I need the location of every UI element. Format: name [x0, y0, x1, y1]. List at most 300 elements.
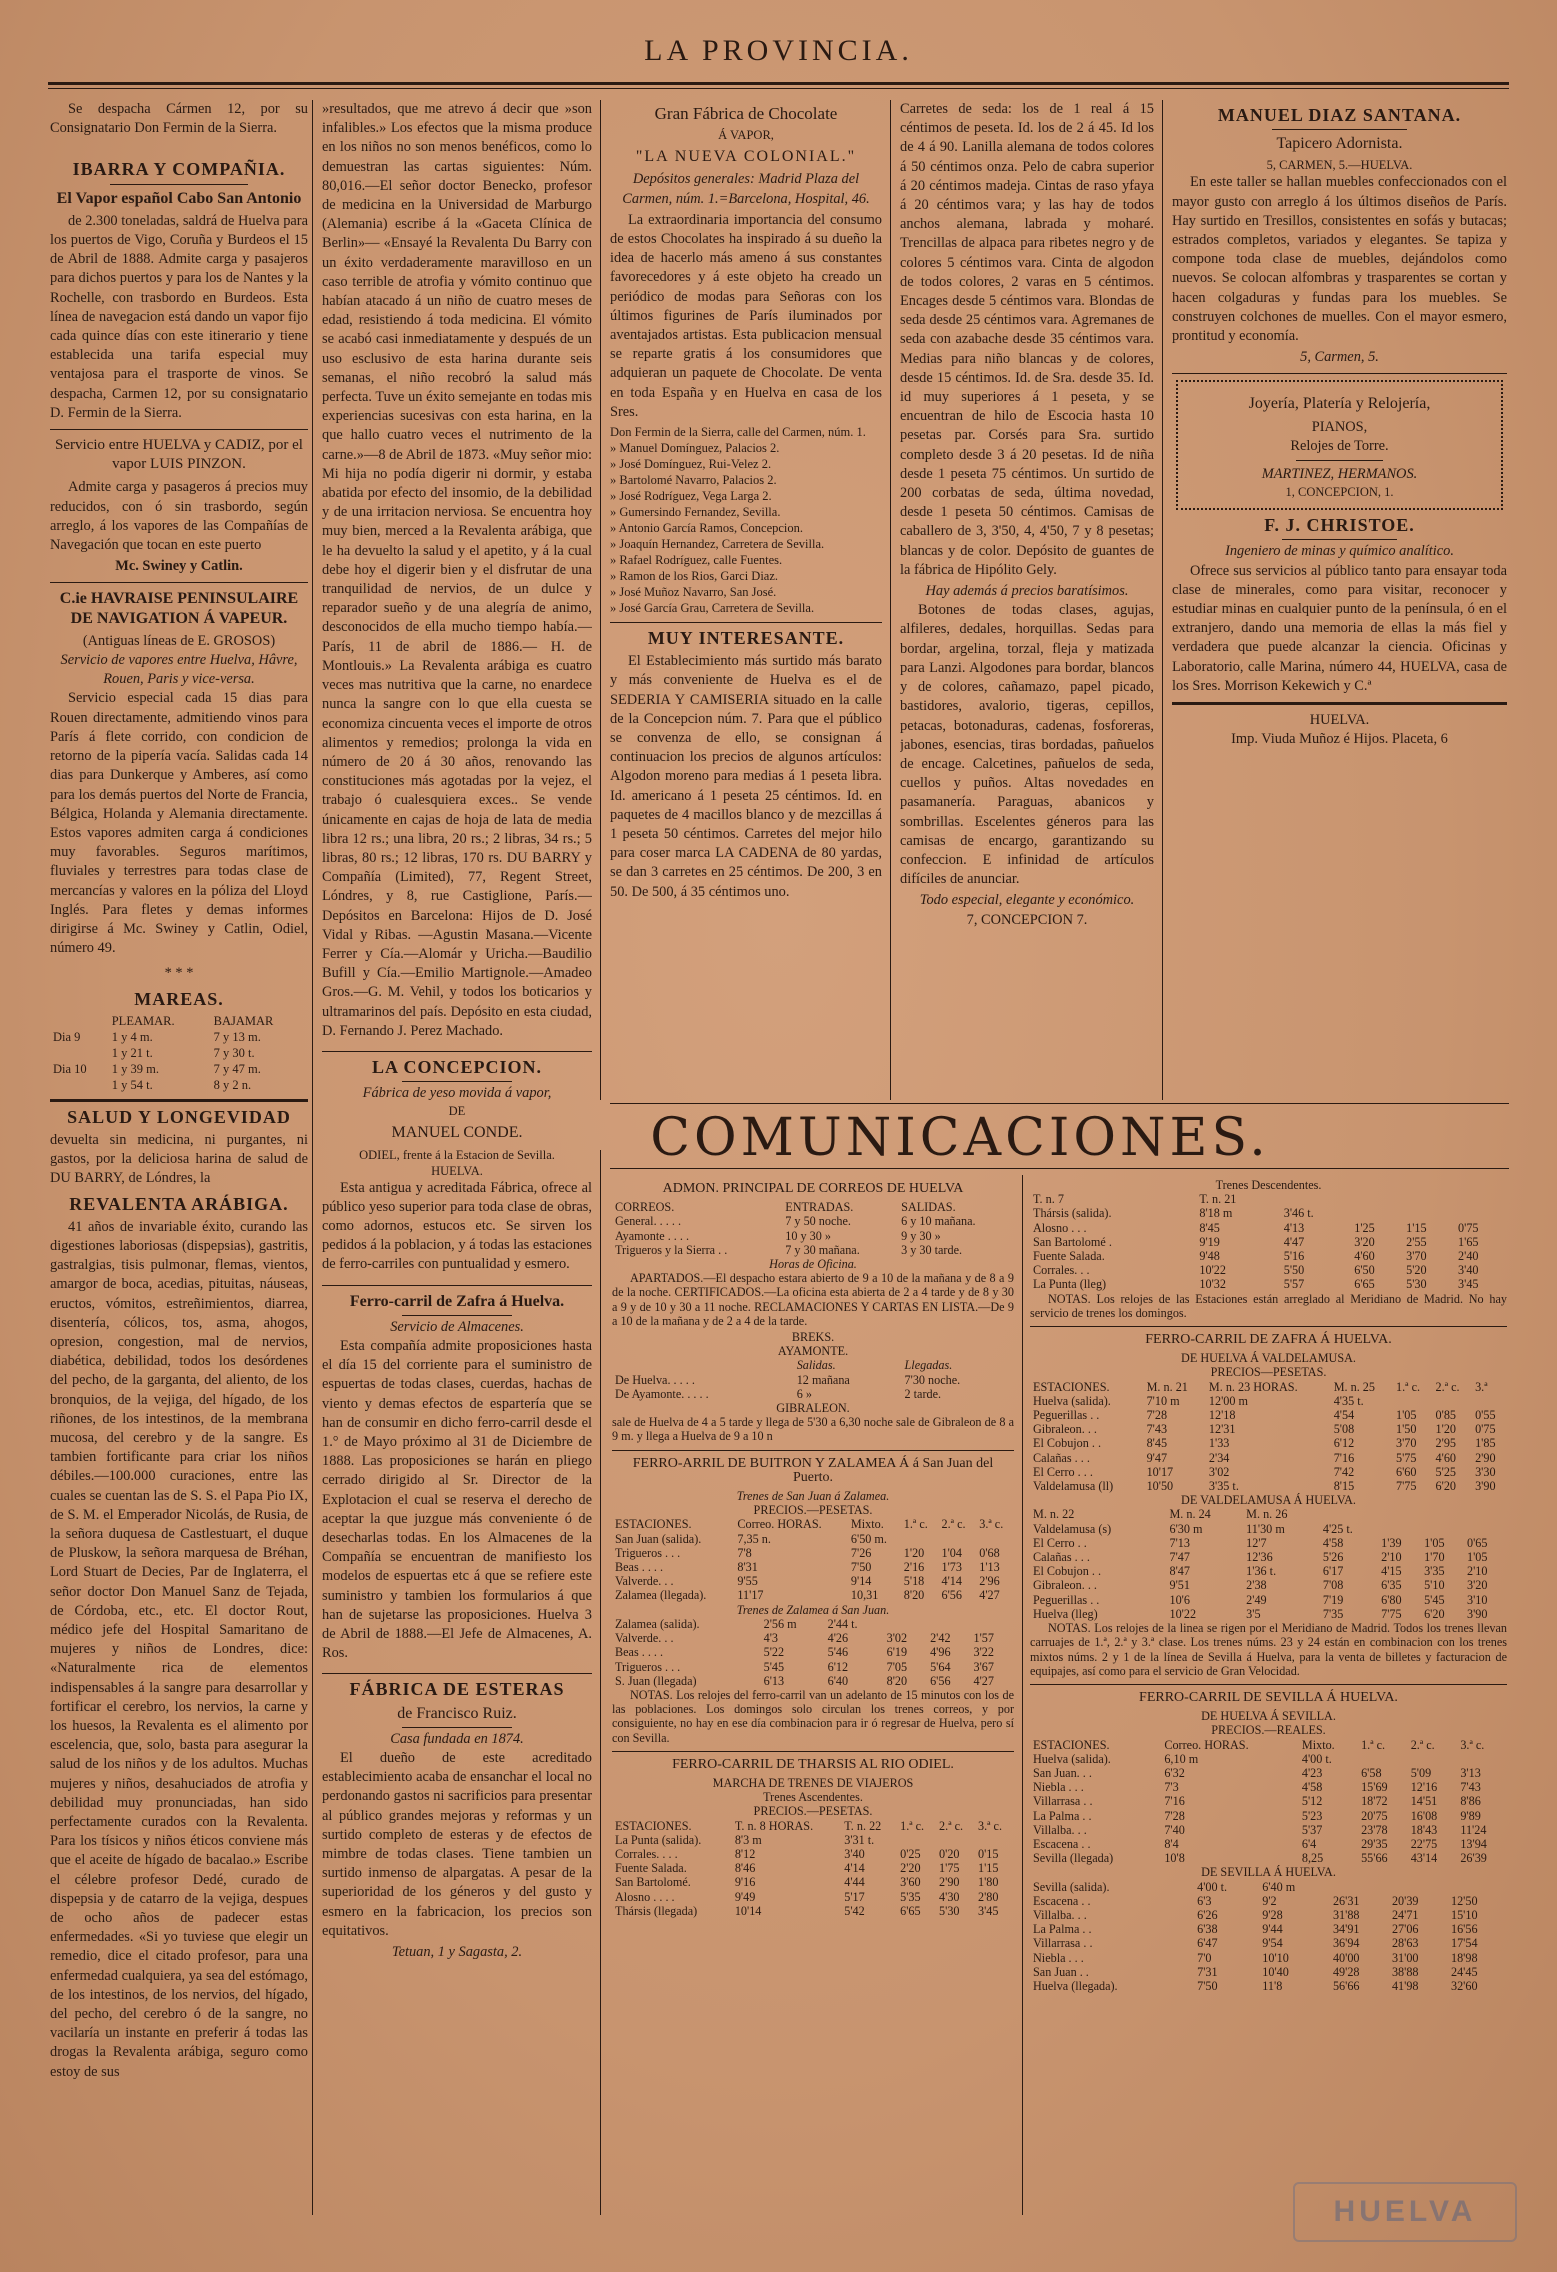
- table-row: [1030, 1578, 1507, 1592]
- table-cell: [939, 1532, 977, 1546]
- zafra-table: [1030, 1380, 1507, 1494]
- table-cell: 0'20: [939, 1846, 960, 1861]
- table-cell: 5'37: [1301, 1822, 1323, 1837]
- mareas-table: [50, 1013, 308, 1093]
- table-cell: 3'20: [1466, 1578, 1488, 1593]
- table-cell: 12'16: [1410, 1780, 1438, 1795]
- newspaper-title: LA PROVINCIA.: [644, 34, 913, 67]
- table-cell: Huelva (llegada).: [1033, 1978, 1118, 1993]
- table-cell: [1358, 1752, 1408, 1766]
- table-row: [612, 1243, 1014, 1257]
- table-cell: 6'12: [1333, 1436, 1355, 1451]
- table-header: 2.ª c.: [1410, 1737, 1435, 1752]
- mareas-day: Dia 10: [53, 1061, 87, 1076]
- table-header: ESTACIONES.: [1033, 1737, 1110, 1752]
- table-cell: 5'20: [1406, 1263, 1427, 1278]
- horas-heading: Horas de Oficina.: [769, 1257, 857, 1272]
- table-cell: De Huelva. . . . .: [615, 1372, 695, 1387]
- table-cell: [1433, 1394, 1473, 1408]
- table-cell: 8'45: [1199, 1220, 1220, 1235]
- table-cell: Villalba. . .: [1033, 1907, 1087, 1922]
- chocolate-brand: "LA NUEVA COLONIAL.": [635, 148, 857, 166]
- table-cell: 2'42: [930, 1631, 951, 1646]
- table-cell: El Cerro . . .: [1033, 1464, 1093, 1479]
- tharsis-desc-notas: NOTAS. Los relojes de las Estaciones están arreglado al Meridiano de Madrid. No hay servicio de trenes los domingos.: [1030, 1291, 1507, 1320]
- table-cell: 7'43: [1146, 1422, 1168, 1437]
- table-cell: 1'05: [1396, 1408, 1417, 1423]
- table-row: [1030, 1880, 1507, 1894]
- table-row: [1030, 1908, 1507, 1922]
- table-cell: 8'4: [1164, 1836, 1179, 1851]
- divider: [612, 1751, 1014, 1752]
- column-4: [900, 100, 1154, 1100]
- table-cell: [927, 1617, 970, 1631]
- table-row: [1030, 1550, 1507, 1564]
- list-item: » Manuel Domínguez, Palacios 2.: [610, 441, 780, 456]
- table-row: [612, 1560, 1014, 1574]
- table-cell: 4'13: [1283, 1220, 1305, 1235]
- table-header: M. n. 22: [1033, 1507, 1075, 1522]
- table-cell: 4'47: [1283, 1234, 1305, 1249]
- divider: [1172, 373, 1507, 374]
- table-row: [1030, 1894, 1507, 1908]
- table-cell: 27'06: [1391, 1922, 1419, 1937]
- table-cell: 1'20: [903, 1545, 925, 1560]
- table-cell: 9'16: [734, 1875, 756, 1890]
- divider: [402, 1727, 512, 1728]
- table-cell: S. Juan (llegada): [615, 1673, 697, 1688]
- table-cell: 5'45: [763, 1659, 785, 1674]
- table-cell: 20'75: [1361, 1808, 1388, 1823]
- table-cell: 10 y 30 »: [785, 1228, 831, 1243]
- list-item: Don Fermin de la Sierra, calle del Carmen, núm. 1.: [610, 425, 866, 440]
- table-cell: 6'47: [1197, 1936, 1218, 1951]
- table-header: Mixto.: [850, 1517, 884, 1532]
- mareas-cell: 1 y 4 m.: [111, 1029, 153, 1044]
- table-cell: 6'65: [900, 1903, 921, 1918]
- table-cell: 3'35: [1424, 1564, 1445, 1579]
- mareas-day: Dia 9: [53, 1029, 81, 1044]
- table-cell: 2'49: [1246, 1592, 1267, 1607]
- buitron-table: [612, 1517, 1014, 1602]
- table-cell: Trigueros y la Sierra . .: [615, 1242, 728, 1257]
- chocolate-sellers: [610, 424, 882, 616]
- zafra-table-2: [1030, 1507, 1507, 1621]
- table-row: [612, 1674, 1014, 1688]
- table-cell: 9 y 30 »: [901, 1228, 941, 1243]
- table-cell: 7'42: [1333, 1464, 1355, 1479]
- table-cell: La Punta (salida).: [615, 1832, 702, 1847]
- table-cell: 7,35 n.: [737, 1531, 771, 1546]
- table-cell: 1'70: [1424, 1550, 1445, 1565]
- list-item: » Antonio García Ramos, Concepcion.: [610, 521, 804, 536]
- comunicaciones-left: [612, 1178, 1014, 2218]
- table-cell: 5'75: [1396, 1450, 1417, 1465]
- table-cell: 1'73: [941, 1560, 962, 1575]
- table-cell: 2'56 m: [763, 1616, 797, 1631]
- table-cell: Valverde. . .: [615, 1631, 674, 1646]
- joyeria-owner: MARTINEZ, HERMANOS.: [1261, 466, 1418, 483]
- baratisimos-text: Botones de todas clases, agujas, alfileres, dedales, horquillas. Sedas para bordar, argelina, torzal, fleja y matizada para Lanzi. Algodones para bordar, blancos y de colores, cañamazo, papel picado, bastidores, avalorio, tigeras, cepillos, petacas, botonaduras, cadenas, fosforeras, jabones, esencias, tiras bordadas, pañuelos de encage. Calcetines, pañuelos de seda, cuellos y puños. Altas novedades en pasamanería. Paraguas, abanicos y sombrillas. Escelentes géneros para las camisas de encargo, garantizando su confeccion. E infinidad de artículos difíciles de anunciar.: [900, 602, 1154, 888]
- table-cell: 10'22: [1199, 1263, 1226, 1278]
- table-header: M. n. 21: [1146, 1379, 1188, 1394]
- table-cell: 6'35: [1381, 1578, 1402, 1593]
- servicio-text: Admite carga y pasageros á precios muy reducidos, con ó sin trasbordo, según arreglo, á los vapores de las Compañías de Navegación que tocan en este puerto: [50, 479, 308, 554]
- table-cell: 20'39: [1391, 1893, 1419, 1908]
- comunicaciones-heading: COMUNICACIONES.: [650, 1108, 1270, 1168]
- christoe-heading: F. J. CHRISTOE.: [1264, 515, 1415, 536]
- table-cell: 7'3: [1164, 1780, 1179, 1795]
- table-cell: 1'05: [1424, 1535, 1445, 1550]
- joyeria-pianos: PIANOS,: [1311, 418, 1368, 435]
- table-cell: 15'10: [1450, 1907, 1478, 1922]
- correos-text: APARTADOS.—El despacho estara abierto de 9 a 10 de la mañana y de 8 a 9 de la noche. CERTIFICADOS.—La oficina esta abierta de 2 a 4 tarde y de 8 y 30 a 9 y de 10 y 30 a 11 noche. RECLAMACIONES Y CARTAS EN LISTA.—De 9 a 10 de la mañana y de 2 a 4 de la tarde.: [612, 1271, 1014, 1328]
- table-row: [1030, 1235, 1507, 1249]
- table-cell: 4'96: [930, 1645, 951, 1660]
- table-cell: 3'67: [973, 1659, 994, 1674]
- christoe-text: Ofrece sus servicios al público tanto para ensayar toda clase de minerales, como para visitar, reconocer y estudiar minas en cualquier punto de la península, ó en el extranjero, dando una memoria de ellas la más fiel y verdadera que puede alcanzar la ciencia. Oficinas y Laboratorio, calle Marina, número 44, HUELVA, casa de los Sres. Morrison Kekewich y C.ª: [1172, 562, 1507, 694]
- table-header: Correo. HORAS.: [1164, 1737, 1249, 1752]
- table-cell: 5'57: [1283, 1277, 1305, 1292]
- christoe-subtitle: Ingeniero de minas y químico analítico.: [1225, 543, 1454, 560]
- havraise-text: Servicio especial cada 15 dias para Rouen directamente, admitiendo vinos para París á flete corrido, con condicion de retorno de la pipería vacía. Salidas cada 14 dias para Dunkerque y Amberes, así como para los demás puertos del Norte de Francia, Bélgica, Holanda y Alemania directamente. Estos vapores admiten carga á condiciones muy favorables. Seguros marítimos, fluviales y terrestres para todas clase de mercancías y valores en la póliza del Lloyd Inglés. Para fletes y demas informes dirigirse á Mc. Swiney y Catlin, Odiel, número 49.: [50, 690, 308, 957]
- table-cell: 55'66: [1361, 1851, 1388, 1866]
- table-cell: Huelva (salida).: [1033, 1751, 1111, 1766]
- table-cell: 12'31: [1208, 1422, 1236, 1437]
- library-stamp: HUELVA: [1293, 2182, 1517, 2242]
- table-cell: 3'45: [978, 1903, 999, 1918]
- divider: [322, 1285, 592, 1286]
- table-cell: 1'25: [1354, 1220, 1375, 1235]
- table-cell: Peguerillas . .: [1033, 1592, 1100, 1607]
- chocolate-depositos: Depósitos generales: Madrid Plaza del Carmen, núm. 1.=Barcelona, Hospital, 46.: [622, 171, 870, 207]
- table-row: [1030, 1564, 1507, 1578]
- diaz-subtitle: Tapicero Adornista.: [1276, 135, 1403, 153]
- table-cell: 11'30 m: [1246, 1521, 1285, 1536]
- concepcion-de: DE: [448, 1104, 466, 1119]
- table-row: [612, 1861, 1014, 1875]
- ibarra-heading: IBARRA Y COMPAÑIA.: [72, 159, 286, 180]
- table-cell: 7 y 50 noche.: [785, 1214, 851, 1229]
- table-row: [1030, 1951, 1507, 1965]
- table-cell: El Cerro . .: [1033, 1535, 1087, 1550]
- tharsis-asc: Trenes Ascendentes.: [763, 1790, 863, 1805]
- table-cell: 10'10: [1262, 1950, 1289, 1965]
- table-cell: Sevilla (llegada): [1033, 1851, 1114, 1866]
- table-cell: El Cobujon . .: [1033, 1564, 1102, 1579]
- table-cell: 4'14: [844, 1861, 865, 1876]
- table-cell: 4'35 t.: [1333, 1393, 1364, 1408]
- comunicaciones-rule: [610, 1103, 1509, 1104]
- salud-heading: SALUD Y LONGEVIDAD: [67, 1106, 291, 1127]
- table-row: [1030, 1479, 1507, 1493]
- sevilla-table-2: [1030, 1880, 1507, 1994]
- table-cell: [1389, 1880, 1448, 1894]
- table-cell: 6'20: [1435, 1479, 1457, 1494]
- table-row: [1030, 1936, 1507, 1950]
- divider: [402, 1315, 512, 1316]
- table-row: [1030, 1394, 1507, 1408]
- table-cell: Valdelamusa (ll): [1033, 1479, 1114, 1494]
- table-cell: [901, 1532, 939, 1546]
- table-cell: 12'00 m: [1208, 1393, 1249, 1408]
- table-cell: 3'70: [1396, 1436, 1417, 1451]
- buitron-notas: NOTAS. Los relojes del ferro-carril van un adelanto de 15 minutos con los de las poblaciones. Los domingos solo circulan los trenes correos, y por consiguiente, no hay en ese día combinacion para ir ó regresar de Huelva, pero sí con Sevilla.: [612, 1687, 1014, 1745]
- column-divider: [1022, 1175, 1023, 2215]
- list-item: » Bartolomé Navarro, Palacios 2.: [610, 473, 777, 488]
- tharsis-subheading: MARCHA DE TRENES DE VIAJEROS: [712, 1775, 914, 1790]
- table-cell: San Juan . .: [1033, 1964, 1089, 1979]
- imprenta-credit: Imp. Viuda Muñoz é Hijos. Placeta, 6: [1231, 731, 1448, 748]
- esteras-owner: de Francisco Ruiz.: [397, 1704, 517, 1722]
- chocolate-heading: Gran Fábrica de Chocolate: [654, 104, 838, 123]
- table-cell: 7'19: [1322, 1592, 1344, 1607]
- table-cell: 1'85: [1475, 1436, 1496, 1451]
- table-row: [50, 1029, 308, 1061]
- table-cell: 5'17: [844, 1889, 865, 1904]
- table-cell: 6'13: [763, 1673, 785, 1688]
- table-cell: 4'54: [1333, 1408, 1355, 1423]
- table-cell: 8'31: [737, 1560, 758, 1575]
- table-cell: 7'50: [850, 1560, 872, 1575]
- table-cell: [1464, 1522, 1507, 1536]
- table-cell: [1378, 1522, 1421, 1536]
- list-item: » José Rodríguez, Vega Larga 2.: [610, 489, 772, 504]
- table-header: 2.ª c.: [941, 1517, 966, 1532]
- divider: [1030, 1326, 1507, 1327]
- table-cell: 9'89: [1460, 1808, 1481, 1823]
- table-cell: 5'64: [930, 1659, 951, 1674]
- table-row: [1030, 1922, 1507, 1936]
- table-header: T. n. 8 HORAS.: [734, 1818, 814, 1833]
- buitron-heading: FERRO-ARRIL DE BUITRON Y ZALAMEA Á á San Juan del Puerto.: [632, 1455, 994, 1485]
- list-item: » José García Grau, Carretera de Sevilla.: [610, 601, 815, 616]
- zafra-huelva-precios: PRECIOS—PESETAS.: [1210, 1365, 1327, 1380]
- table-header: SALIDAS.: [901, 1200, 956, 1215]
- table-cell: 4'60: [1435, 1450, 1457, 1465]
- table-cell: 6 y 10 mañana.: [901, 1214, 976, 1229]
- table-cell: 7'47: [1169, 1550, 1190, 1565]
- column-divider: [600, 100, 601, 1100]
- breks-table: [612, 1358, 1014, 1401]
- table-cell: Villarrasa . .: [1033, 1794, 1093, 1809]
- table-cell: Escacena . .: [1033, 1836, 1091, 1851]
- table-cell: General. . . . .: [615, 1214, 681, 1229]
- table-cell: San Juan. . .: [1033, 1765, 1092, 1780]
- table-row: [612, 1373, 1014, 1387]
- table-cell: 28'63: [1391, 1936, 1419, 1951]
- table-cell: El Cobujon . .: [1033, 1436, 1102, 1451]
- table-cell: 9'28: [1262, 1907, 1283, 1922]
- table-row: [612, 1532, 1014, 1546]
- table-cell: San Juan (salida).: [615, 1531, 702, 1546]
- table-cell: 22'75: [1410, 1836, 1438, 1851]
- table-cell: La Palma . .: [1033, 1808, 1092, 1823]
- table-cell: 3'13: [1460, 1765, 1481, 1780]
- table-cell: [1457, 1752, 1507, 1766]
- table-row: [612, 1645, 1014, 1659]
- precios-continued: Carretes de seda: los de 1 real á 15 céntimos de peseta. Id. los de 2 á 45. Id los de 4 á 90. Lanilla alemana de todos colores á 50 céntimos onza. Pelo de cabra superior á 20 céntimos madeja. Cintas de raso yfaya á 20 céntimos vara; y las hay de todos anchos alemana, labrada y moharé. Trencillas de alpaca para ribetes negro y de colores 5 céntimos vara. Cinta de algodon de todos colores, 2 varas en 5 céntimos. Encages desde 5 céntimos vara. Blondas de seda desde 25 céntimos vara. Agremanes de seda con azabache desde 35 céntimos vara. Medias para niño blancas y de colores, desde 15 céntimos. Id. de Sra. desde 35. Id. id muy superiores á 1 peseta, y se encuentran de hilo de Escocia hasta 10 pesetas par. Corsés para Sra. surtido completo desde 3 á 20 pesetas. Id de niña desde 1 peseta 75 céntimos. Un surtido de 200 corbatas de seda, última novedad, desde 1 peseta 50 céntimos. Camisas de caballero de 3, 3'50, 4, 4'50, 7 y 8 pesetas; blancas y de color. Depósito de guantes de la fábrica de Hipólito Gely.: [900, 101, 1154, 578]
- table-cell: 2'38: [1246, 1578, 1267, 1593]
- imprenta-city: HUELVA.: [1309, 712, 1370, 729]
- table-cell: 0'65: [1466, 1535, 1488, 1550]
- table-cell: 7'35: [1322, 1606, 1344, 1621]
- table-cell: 5'25: [1435, 1464, 1457, 1479]
- table-cell: 1'05: [1466, 1550, 1488, 1565]
- table-cell: 5'45: [1424, 1592, 1445, 1607]
- table-cell: 1'36 t.: [1246, 1564, 1277, 1579]
- table-cell: 7'30 noche.: [904, 1372, 961, 1387]
- table-cell: 6'65: [1354, 1277, 1375, 1292]
- table-cell: 14'51: [1410, 1794, 1438, 1809]
- table-cell: 6'60: [1396, 1464, 1417, 1479]
- tharsis-heading: FERRO-CARRIL DE THARSIS AL RIO ODIEL.: [672, 1756, 954, 1772]
- table-cell: 10'32: [1199, 1277, 1226, 1292]
- table-cell: 5'08: [1333, 1422, 1355, 1437]
- table-cell: 10'17: [1146, 1464, 1174, 1479]
- table-cell: 4'27: [973, 1673, 994, 1688]
- table-cell: 4'14: [941, 1574, 962, 1589]
- table-cell: 6'26: [1197, 1907, 1218, 1922]
- table-cell: 6'30 m: [1169, 1521, 1203, 1536]
- table-cell: San Bartolomé.: [615, 1875, 691, 1890]
- table-row: [1030, 1522, 1507, 1536]
- table-cell: 0'68: [979, 1545, 1000, 1560]
- table-cell: 3'31 t.: [844, 1832, 875, 1847]
- table-cell: 9'19: [1199, 1234, 1220, 1249]
- table-row: [1030, 1607, 1507, 1621]
- list-item: » Joaquín Hernandez, Carretera de Sevilla.: [610, 537, 825, 552]
- table-cell: 2'55: [1406, 1234, 1427, 1249]
- table-cell: Fuente Salada.: [615, 1861, 687, 1876]
- table-cell: 41'98: [1391, 1978, 1419, 1993]
- table-cell: La Punta (lleg): [1033, 1277, 1107, 1292]
- table-cell: 6'56: [941, 1588, 962, 1603]
- column-divider: [600, 1150, 601, 2215]
- table-header: M. n. 25: [1333, 1379, 1375, 1394]
- table-cell: 4'3: [763, 1631, 779, 1646]
- table-cell: 6'56: [930, 1673, 951, 1688]
- table-cell: 36'94: [1332, 1936, 1360, 1951]
- table-row: [612, 1387, 1014, 1401]
- table-cell: Corrales. . .: [1033, 1263, 1090, 1278]
- table-cell: [1393, 1394, 1433, 1408]
- table-cell: 10'8: [1164, 1851, 1185, 1866]
- table-cell: 7'08: [1322, 1578, 1344, 1593]
- sevilla-sub: DE HUELVA Á SEVILLA.: [1201, 1709, 1336, 1724]
- table-cell: [1472, 1394, 1507, 1408]
- table-cell: Calañas . . .: [1033, 1550, 1090, 1565]
- table-cell: 6'40 m: [1262, 1879, 1296, 1894]
- table-cell: Sevilla (salida).: [1033, 1879, 1110, 1894]
- tharsis-desc-table: [1030, 1192, 1507, 1291]
- table-cell: 2'90: [1475, 1450, 1496, 1465]
- chocolate-text: La extraordinaria importancia del consumo de estos Chocolates ha inspirado á su dueño la idea de hacerlo más ameno á sus constantes favorecedores y á este objeto ha creado un periódico de modas para Señoras con los últimos figurines de París iluminados por aventajados artistas. Esta publicacion mensual se reparte gratis á los consumidores que adquieran un paquete de Chocolate. De venta en toda España y en Huelva en casa de los Sres.: [610, 211, 882, 420]
- table-cell: [1351, 1206, 1403, 1220]
- table-cell: [897, 1833, 936, 1847]
- table-cell: 9'51: [1169, 1578, 1190, 1593]
- table-cell: 0'85: [1435, 1408, 1457, 1423]
- table-cell: 0'15: [978, 1846, 999, 1861]
- table-cell: 38'88: [1391, 1964, 1419, 1979]
- table-cell: 6'20: [1424, 1606, 1445, 1621]
- table-cell: 12'36: [1246, 1550, 1273, 1565]
- table-cell: Niebla . . .: [1033, 1950, 1084, 1965]
- mareas-cell: 7 y 13 m.: [213, 1029, 261, 1044]
- divider: [1030, 1684, 1507, 1685]
- table-cell: [936, 1833, 975, 1847]
- table-cell: 13'94: [1460, 1836, 1487, 1851]
- table-cell: 1'50: [1396, 1422, 1417, 1437]
- list-item: » José Muñoz Navarro, San José.: [610, 585, 777, 600]
- table-cell: Huelva (salida).: [1033, 1393, 1111, 1408]
- table-row: [1030, 1451, 1507, 1465]
- table-cell: De Ayamonte. . . . .: [615, 1386, 709, 1401]
- table-row: [1030, 1979, 1507, 1993]
- revalenta-heading: REVALENTA ARÁBIGA.: [69, 1193, 289, 1214]
- table-cell: 7'0: [1197, 1950, 1212, 1965]
- baratisimos-heading: Hay además á precios baratísimos.: [925, 583, 1129, 600]
- table-cell: 18'72: [1361, 1794, 1388, 1809]
- table-cell: 7'16: [1333, 1450, 1355, 1465]
- muy-interesante-heading: MUY INTERESANTE.: [647, 628, 845, 649]
- table-header: 1.ª c.: [1361, 1737, 1386, 1752]
- table-cell: 0'75: [1458, 1220, 1479, 1235]
- zafra-text: Esta compañía admite proposiciones hasta el día 15 del corriente para el suministro de espuertas de todas clases, cuerdas, hachas de viento y demas efectos de espartería que se han de consumir en dicho ferro-carril desde el 1.° de Mayo próximo al 31 de Diciembre de 1888. Las proposiciones se harán en pliego cerrado dirigido al Sr. Director de la Explotacion el cual se reserva el derecho de aceptar la que juzgue más conveniente ó de desecharlas todas. En los Almacenes de la Compañía se encuentran de manifiesto los modelos de espuertas etc á que se refiere este suministro y tambien los formularios á que han de sujetarse las proposiciones. Huelva 3 de Abril de 1888.—El Jefe de Almacenes, A. Ros.: [322, 1337, 592, 1662]
- table-cell: 5'23: [1301, 1808, 1323, 1823]
- table-cell: 3'02: [1208, 1464, 1230, 1479]
- table-cell: 1'13: [979, 1560, 1000, 1575]
- mareas-cell: 8 y 2 n.: [213, 1077, 252, 1092]
- table-cell: 8'15: [1333, 1479, 1355, 1494]
- table-cell: 6'50: [1354, 1263, 1375, 1278]
- table-cell: 5'50: [1283, 1263, 1305, 1278]
- table-cell: 2'40: [1458, 1249, 1479, 1264]
- table-header: 1.ª c.: [900, 1818, 925, 1833]
- joyeria-address: 1, CONCEPCION, 1.: [1285, 485, 1394, 500]
- table-cell: La Palma . .: [1033, 1922, 1092, 1937]
- table-header: 3.ª c.: [1460, 1737, 1485, 1752]
- table-row: [1030, 1851, 1507, 1865]
- table-header: T. n. 21: [1199, 1192, 1237, 1207]
- tharsis-precios: PRECIOS.—PESETAS.: [753, 1804, 873, 1819]
- table-header: CORREOS.: [615, 1200, 675, 1215]
- table-cell: 6'12: [827, 1659, 849, 1674]
- column-divider: [1162, 100, 1163, 1100]
- table-row: [1030, 1206, 1507, 1220]
- table-cell: Niebla . . .: [1033, 1780, 1084, 1795]
- table-cell: 56'66: [1332, 1978, 1360, 1993]
- table-header: ESTACIONES.: [615, 1517, 692, 1532]
- table-cell: 7'16: [1164, 1794, 1185, 1809]
- table-header: Mixto.: [1301, 1737, 1335, 1752]
- table-row: [1030, 1766, 1507, 1780]
- table-header: 2.ª c.: [939, 1818, 964, 1833]
- zafra-subtitle: Servicio de Almacenes.: [390, 1318, 524, 1335]
- servicio-signature: Mc. Swiney y Catlin.: [115, 558, 243, 575]
- table-cell: 4'23: [1301, 1765, 1323, 1780]
- concepcion-owner: MANUEL CONDE.: [391, 1124, 523, 1142]
- table-cell: [1403, 1206, 1455, 1220]
- table-cell: 2'34: [1208, 1450, 1230, 1465]
- table-cell: 1'20: [1435, 1422, 1457, 1437]
- table-cell: Zalamea (salida).: [615, 1616, 700, 1631]
- table-cell: [1408, 1752, 1458, 1766]
- table-cell: 6'17: [1322, 1564, 1344, 1579]
- table-cell: Beas . . . .: [615, 1560, 664, 1575]
- mareas-cell: 7 y 30 t.: [213, 1045, 255, 1060]
- table-cell: 7 y 30 mañana.: [785, 1242, 860, 1257]
